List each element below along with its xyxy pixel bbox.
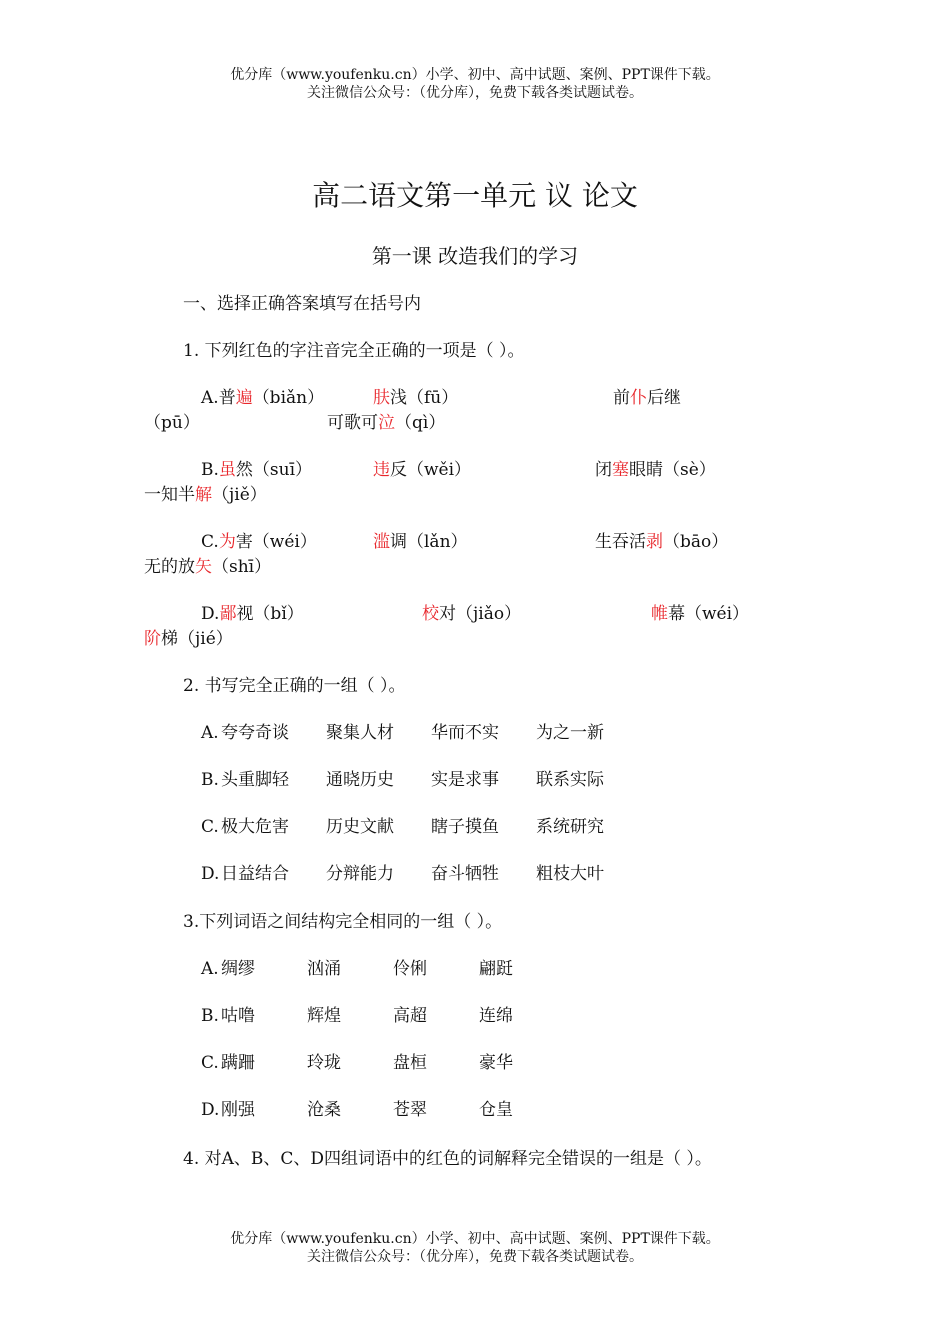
q2-option-label: A. — [201, 723, 219, 743]
header-line-2: 关注微信公众号：（优分库），免费下载各类试题试卷。 — [307, 85, 643, 101]
q3-word: 连绵 — [479, 1006, 513, 1026]
q3-option-label: D. — [201, 1100, 220, 1120]
q2-word: 分辩能力 — [326, 864, 394, 884]
q3-word: 豪华 — [479, 1053, 513, 1073]
q2-word: 聚集人材 — [326, 723, 394, 743]
q3-word: 辉煌 — [307, 1006, 341, 1026]
q2-word: 实是求事 — [431, 770, 499, 790]
q1-option-c-item-2: 滥调（lǎn） — [373, 532, 468, 552]
q3-word: 翩跹 — [479, 959, 513, 979]
q3-word: 绸缪 — [221, 959, 255, 979]
q1-option-d-item-3: 帷幕（wéi） — [651, 604, 750, 624]
q3-option-label: C. — [201, 1053, 219, 1073]
q2-word: 系统研究 — [536, 817, 604, 837]
question-3-stem: 3.下列词语之间结构完全相同的一组（ ）。 — [183, 912, 503, 932]
q1-option-c-item-4: 无的放矢（shī） — [144, 557, 272, 577]
q2-word: 华而不实 — [431, 723, 499, 743]
q2-word: 联系实际 — [536, 770, 604, 790]
q3-word: 蹒跚 — [221, 1053, 255, 1073]
q1-option-b-item-2: 违反（wěi） — [373, 460, 472, 480]
page-footer — [0, 1230, 950, 1266]
q2-word: 奋斗牺牲 — [431, 864, 499, 884]
header-line-1: 优分库（www.youfenku.cn）小学、初中、高中试题、案例、PPT课件下载。 — [230, 67, 720, 83]
footer-line-1: 优分库（www.youfenku.cn）小学、初中、高中试题、案例、PPT课件下载。 — [230, 1231, 720, 1247]
q2-word: 历史文献 — [326, 817, 394, 837]
q1-option-a-item-1: A.普遍（biǎn） — [201, 388, 325, 408]
q1-option-c-item-1: C.为害（wéi） — [201, 532, 317, 552]
q2-option-label: D. — [201, 864, 220, 884]
q1-option-d-item-2: 校对（jiǎo） — [422, 604, 522, 624]
q2-word: 日益结合 — [221, 864, 289, 884]
q2-word: 夸夸奇谈 — [221, 723, 289, 743]
footer-line-2: 关注微信公众号：（优分库），免费下载各类试题试卷。 — [307, 1249, 643, 1265]
q1-option-b-item-3: 闭塞眼睛（sè） — [595, 460, 716, 480]
q3-option-label: A. — [201, 959, 219, 979]
question-1-stem: 1. 下列红色的字注音完全正确的一项是（ ）。 — [183, 341, 525, 361]
q2-word: 通晓历史 — [326, 770, 394, 790]
q2-option-label: C. — [201, 817, 219, 837]
page-header — [0, 66, 950, 102]
q1-option-d-item-1: D.鄙视（bǐ） — [201, 604, 304, 624]
q3-option-label: B. — [201, 1006, 219, 1026]
q1-option-c-item-3: 生吞活剥（bāo） — [595, 532, 729, 552]
q3-word: 咕噜 — [221, 1006, 255, 1026]
q3-word: 刚强 — [221, 1100, 255, 1120]
q1-option-b-item-1: B.虽然（suī） — [201, 460, 313, 480]
q2-option-label: B. — [201, 770, 219, 790]
q1-option-a-item-2: 肤浅（fū） — [373, 388, 459, 408]
document-title: 高二语文第一单元 议 论文 — [312, 179, 638, 212]
question-4-stem: 4. 对A、B、C、D四组词语中的红色的词解释完全错误的一组是（ ）。 — [183, 1149, 712, 1169]
q1-option-a-item-4: 可歌可泣（qì） — [327, 413, 446, 433]
q3-word: 盘桓 — [393, 1053, 427, 1073]
q3-word: 高超 — [393, 1006, 427, 1026]
lesson-subtitle: 第一课 改造我们的学习 — [371, 244, 579, 268]
q3-word: 苍翠 — [393, 1100, 427, 1120]
q3-word: 仓皇 — [479, 1100, 513, 1120]
section-heading: 一、选择正确答案填写在括号内 — [183, 294, 421, 314]
q1-option-a-item-3-continued: （pū） — [144, 413, 200, 433]
q1-option-d-item-4: 阶梯（jié） — [144, 629, 233, 649]
q2-word: 粗枝大叶 — [536, 864, 604, 884]
q3-word: 汹涌 — [307, 959, 341, 979]
q1-option-b-item-4: 一知半解（jiě） — [144, 485, 267, 505]
question-2-stem: 2. 书写完全正确的一组（ ）。 — [183, 676, 406, 696]
q3-word: 沧桑 — [307, 1100, 341, 1120]
q3-word: 玲珑 — [307, 1053, 341, 1073]
q1-option-a-item-3: 前仆后继 — [613, 388, 681, 408]
q2-word: 为之一新 — [536, 723, 604, 743]
q2-word: 瞎子摸鱼 — [431, 817, 499, 837]
q3-word: 伶俐 — [393, 959, 427, 979]
q2-word: 头重脚轻 — [221, 770, 289, 790]
q2-word: 极大危害 — [221, 817, 289, 837]
